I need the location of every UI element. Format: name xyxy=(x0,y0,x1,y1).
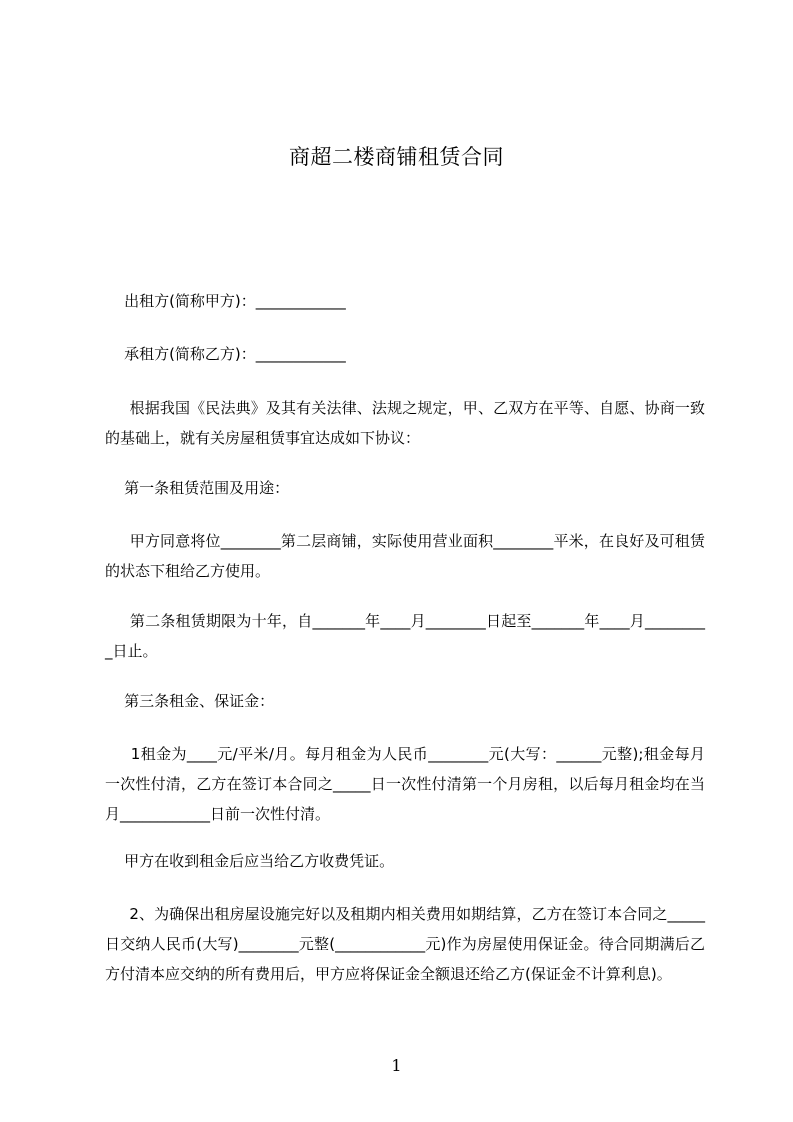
article-1-body: 甲方同意将位________第二层商铺，实际使用营业面积________平米，在良好及可租赁的状态下租给乙方使用。 xyxy=(105,532,705,580)
document-title: 商超二楼商铺租赁合同 xyxy=(289,145,504,169)
preamble-paragraph: 根据我国《民法典》及其有关法律、法规之规定，甲、乙双方在平等、自愿、协商一致的基础上，就有关房屋租赁事宜达成如下协议： xyxy=(105,399,705,447)
lessee-line: 承租方(简称乙方)：____________ xyxy=(105,345,346,363)
lessor-line: 出租方(简称甲方)：____________ xyxy=(105,292,346,310)
article-2-paragraph: 第二条租赁期限为十年，自_______年____月________日起至_______年____月_________日止。 xyxy=(105,612,705,660)
article-1-heading: 第一条租赁范围及用途： xyxy=(105,479,290,497)
receipt-clause-paragraph: 甲方在收到租金后应当给乙方收费凭证。 xyxy=(105,852,395,870)
article-3-heading: 第三条租金、保证金： xyxy=(105,692,275,710)
page-number: 1 xyxy=(391,1056,402,1075)
deposit-clause-paragraph: 2、为确保出租房屋设施完好以及租期内相关费用如期结算，乙方在签订本合同之_____日交纳人民币(大写)________元整(____________元)作为房屋使用保证金。待合同期满后乙方付清本应交纳的所有费用后，甲方应将保证金全额退还给乙方(保证金不计算利息)。 xyxy=(105,905,705,983)
rent-clause-paragraph: 1租金为____元/平米/月。每月租金为人民币________元(大写：______元整);租金每月一次性付清，乙方在签订本合同之_____日一次性付清第一个月房租，以后每月租金均在当月____________日前一次性付清。 xyxy=(105,745,705,823)
